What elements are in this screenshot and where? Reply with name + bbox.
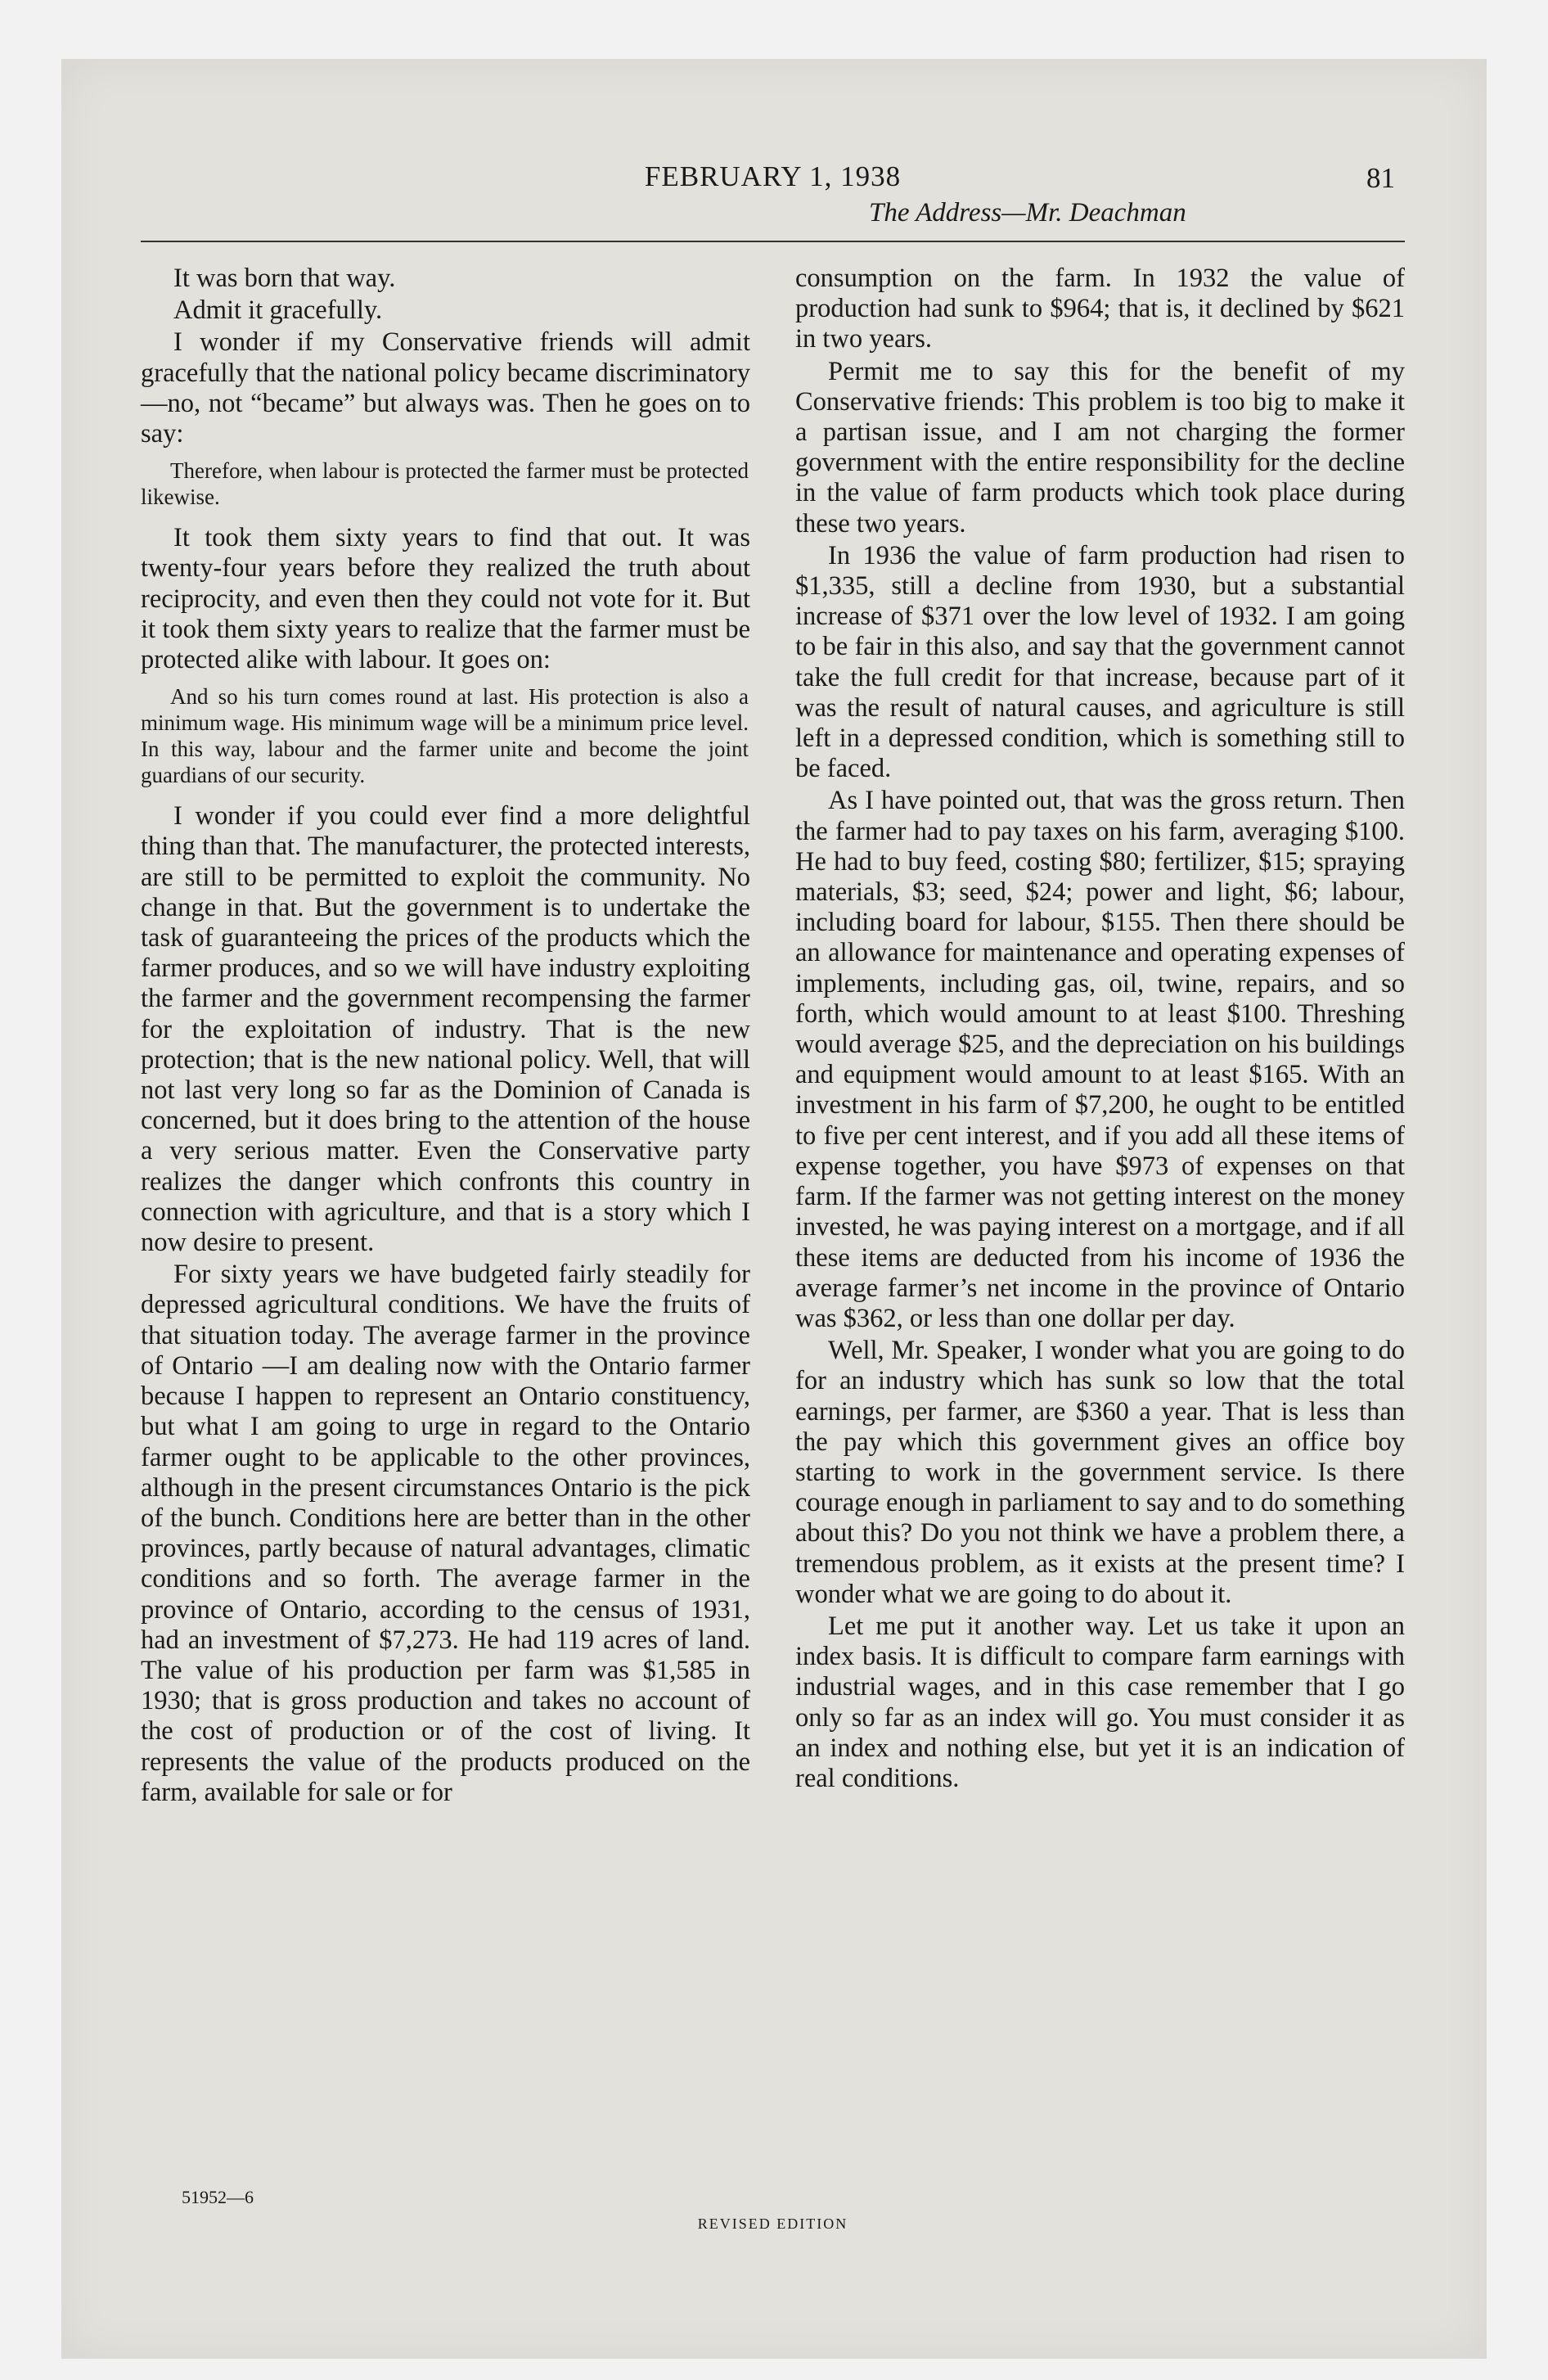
paragraph: As I have pointed out, that was the gross return. Then the farmer had to pay taxes on his farm, averaging $100. He had to buy feed, costing $80; fertilizer, $15; spraying materials, $3; seed, $24; power and light, $6; labour, including board for labour, $155. Then there should be an allowance for maintenance and operating expenses of implements, including gas, oil, twine, repairs, and so forth, which would amount to at least $100. Threshing would average $25, and the depreciation on his buildings and equipment would amount to at least $165. With an investment in his farm of $7,200, he ought to be entitled to five per cent interest, and if you add all these items of expense together, you have $973 of expenses on that farm. If the farmer was not getting interest on the money invested, he was paying interest on a mortgage, and if all these items are deducted from his income of 1936 the average farmer’s net income in the province of Ontario was $362, or less than one dollar per day. [795, 786, 1405, 1333]
paragraph: Permit me to say this for the benefit of my Conservative friends: This problem is too big to make it a partisan issue, and I am not charging the former government with the entire responsibility for the decline in the value of farm products which took place during these two years. [795, 356, 1405, 539]
quoted-passage: And so his turn comes round at last. His protection is also a minimum wage. His minimum wage will be a minimum price level. In this way, labour and the farmer unite and become the joint guardians of our security. [141, 684, 749, 788]
document-page [141, 156, 1405, 2232]
left-column [141, 264, 750, 1808]
paragraph: Admit it gracefully. [173, 295, 383, 326]
paragraph: It took them sixty years to find that out. It was twenty-four years before they realized the truth about reciprocity, and even then they could not vote for it. But it took them sixty years to realize that the farmer must be protected alike with labour. It goes on: [141, 523, 750, 675]
paragraph: Let me put it another way. Let us take it upon an index basis. It is difficult to compare farm earnings with industrial wages, and in this case remember that I go only so far as an index will go. You must consider it as an index and nothing else, but yet it is an indication of real conditions. [795, 1611, 1405, 1793]
page-number: 81 [1366, 162, 1395, 194]
right-column [795, 264, 1405, 1808]
running-title: The Address—Mr. Deachman [869, 198, 1186, 228]
paragraph: Well, Mr. Speaker, I wonder what you are going to do for an industry which has sunk so low that the total earnings, per farmer, are $360 a year. That is less than the pay which this government gives an office boy starting to work in the government service. Is there courage enough in parliament to say and to do something about this? Do you not think we have a problem there, a tremendous problem, as it exists at the present time? I wonder what we are going to do about it. [795, 1336, 1405, 1609]
header-rule [141, 241, 1405, 242]
header-date: FEBRUARY 1, 1938 [644, 160, 902, 192]
quoted-passage: Therefore, when labour is protected the farmer must be protected likewise. [141, 458, 749, 510]
paragraph: consumption on the farm. In 1932 the value of production had sunk to $964; that is, it declined by $621 in two years. [795, 264, 1405, 354]
paragraph: It was born that way. [173, 264, 396, 293]
paragraph: For sixty years we have budgeted fairly steadily for depressed agricultural conditions. We have the fruits of that situation today. The average farmer in the province of Ontario —I am dealing now with the Ontario farmer because I happen to represent an Ontario constituency, but what I am going to urge in regard to the Ontario farmer ought to be applicable to the other provinces, although in the present circumstances Ontario is the pick of the bunch. Conditions here are better than in the other provinces, partly because of natural advantages, climatic conditions and so forth. The average farmer in the province of Ontario, according to the census of 1931, had an investment of $7,273. He had 119 acres of land. The value of his production per farm was $1,585 in 1930; that is gross production and takes no account of the cost of production or of the cost of living. It represents the value of the products produced on the farm, available for sale or for [141, 1260, 750, 1807]
paragraph: I wonder if you could ever find a more delightful thing than that. The manufacturer, the protected interests, are still to be permitted to exploit the community. No change in that. But the government is to undertake the task of guaranteeing the prices of the products which the farmer produces, and so we will have industry exploiting the farmer and the government recompensing the farmer for the exploitation of industry. That is the new protection; that is the new national policy. Well, that will not last very long so far as the Dominion of Canada is concerned, but it does bring to the attention of the house a very serious matter. Even the Conservative party realizes the danger which confronts this country in connection with agriculture, and that is a story which I now desire to present. [141, 801, 750, 1258]
paragraph: I wonder if my Conservative friends will admit gracefully that the national policy became discriminatory—no, not “became” but always was. Then he goes on to say: [141, 327, 750, 449]
footer-code: 51952—6 [182, 2187, 254, 2207]
paragraph: In 1936 the value of farm production had risen to $1,335, still a decline from 1930, but a substantial increase of $371 over the low level of 1932. I am going to be fair in this also, and say that the government cannot take the full credit for that increase, because part of it was the result of natural causes, and agriculture is still left in a depressed condition, which is something still to be faced. [795, 540, 1405, 784]
text-columns [141, 264, 1405, 1808]
footer-edition: REVISED EDITION [697, 2215, 848, 2232]
page-header [141, 156, 1405, 244]
